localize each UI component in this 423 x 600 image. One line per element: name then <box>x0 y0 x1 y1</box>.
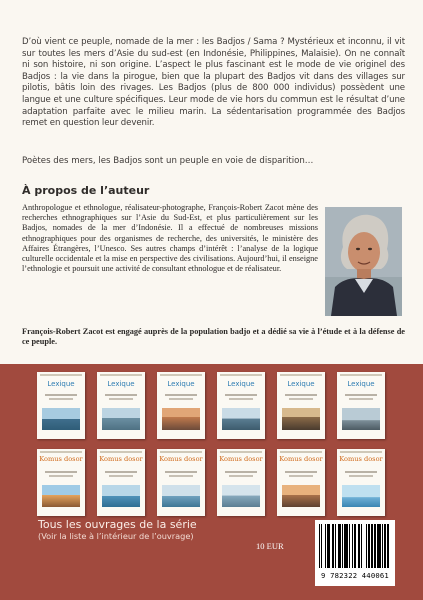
book-title: Lexique <box>347 380 375 388</box>
book-photo <box>42 485 80 507</box>
book-cover[interactable] <box>337 372 385 439</box>
book-photo <box>222 485 260 507</box>
book-title: Komus dosor <box>39 455 83 463</box>
book-photo <box>282 408 320 430</box>
about-author-heading: À propos de l’auteur <box>22 184 150 197</box>
book-photo <box>342 408 380 430</box>
book-title: Lexique <box>227 380 255 388</box>
book-photo <box>342 485 380 507</box>
book-photo <box>162 408 200 430</box>
book-title: Komus dosor <box>279 455 323 463</box>
book-photo <box>42 408 80 430</box>
book-title: Komus dosor <box>219 455 263 463</box>
book-cover[interactable] <box>277 449 325 516</box>
book-cover[interactable] <box>37 372 85 439</box>
series-note: (Voir la liste à l’intérieur de l’ouvrage) <box>38 531 194 541</box>
price-label: 10 EUR <box>256 541 284 551</box>
book-photo <box>162 485 200 507</box>
book-cover[interactable] <box>97 372 145 439</box>
book-title: Komus dosor <box>159 455 203 463</box>
book-title: Lexique <box>287 380 315 388</box>
series-title: Tous les ouvrages de la série <box>38 518 197 531</box>
book-photo <box>282 485 320 507</box>
author-photo <box>325 207 402 316</box>
description-paragraph: D’où vient ce peuple, nomade de la mer : les Badjos / Sama ? Mystérieux et inconnu, il vit sur toutes les mers d’Asie du sud-est (en Indonésie, Philippines, Malaisie). On ne connaît ni son histoire, ni son origine. L’aspect le plus fascinant est le mode de vie originel des Badjos : la vie dans la pirogue, bien que la plupart des Badjos vit dans des villages sur pilotis, bâtis loin des rivages. Les Badjos (plus de 800 000 individus) possèdent une langue et une culture spécifiques. Leur mode de vie hors du commun est le résultat d’une adaptation parfaite avec le milieu marin. La sédentarisation programmée des Badjos remet en question leur devenir. <box>22 37 405 129</box>
book-title: Lexique <box>107 380 135 388</box>
book-title: Komus dosor <box>99 455 143 463</box>
isbn-number: 9 782322 440061 <box>321 571 389 580</box>
book-cover[interactable] <box>217 372 265 439</box>
book-cover[interactable] <box>217 449 265 516</box>
book-photo <box>222 408 260 430</box>
book-cover[interactable] <box>337 449 385 516</box>
book-cover[interactable] <box>277 372 325 439</box>
book-title: Lexique <box>167 380 195 388</box>
book-photo <box>102 485 140 507</box>
book-cover[interactable] <box>157 372 205 439</box>
series-caption <box>38 518 197 542</box>
author-engagement: François-Robert Zacot est engagé auprès de la population badjo et a dédié sa vie à l’étude et à la défense de ce peuple. <box>22 327 405 347</box>
book-cover[interactable] <box>97 449 145 516</box>
book-title: Lexique <box>47 380 75 388</box>
book-cover[interactable] <box>157 449 205 516</box>
description-closing: Poètes des mers, les Badjos sont un peuple en voie de disparition… <box>22 156 314 166</box>
book-cover[interactable] <box>37 449 85 516</box>
isbn-barcode <box>315 520 395 586</box>
book-photo <box>102 408 140 430</box>
author-bio: Anthropologue et ethnologue, réalisateur-photographe, François-Robert Zacot mène des recherches ethnographiques sur l’Asie du Sud-Est, et plus particulièrement sur les Badjos, nomades de la mer d’Indonésie. Il a effectué de nombreuses missions ethnographiques pour des organismes de recherche, des universités, le ministère des Affaires Étrangères, l’Unesco. Ses autres champs d’intérêt : l’analyse de la logique culturelle occidentale et la mise en perspective des civilisations. Aujourd’hui, il enseigne l’ethnologie et poursuit une activité de consultant ethnologue et de réalisateur. <box>22 203 318 274</box>
book-title: Komus dosor <box>339 455 383 463</box>
barcode-bars <box>319 524 391 568</box>
series-books-grid <box>37 372 387 516</box>
